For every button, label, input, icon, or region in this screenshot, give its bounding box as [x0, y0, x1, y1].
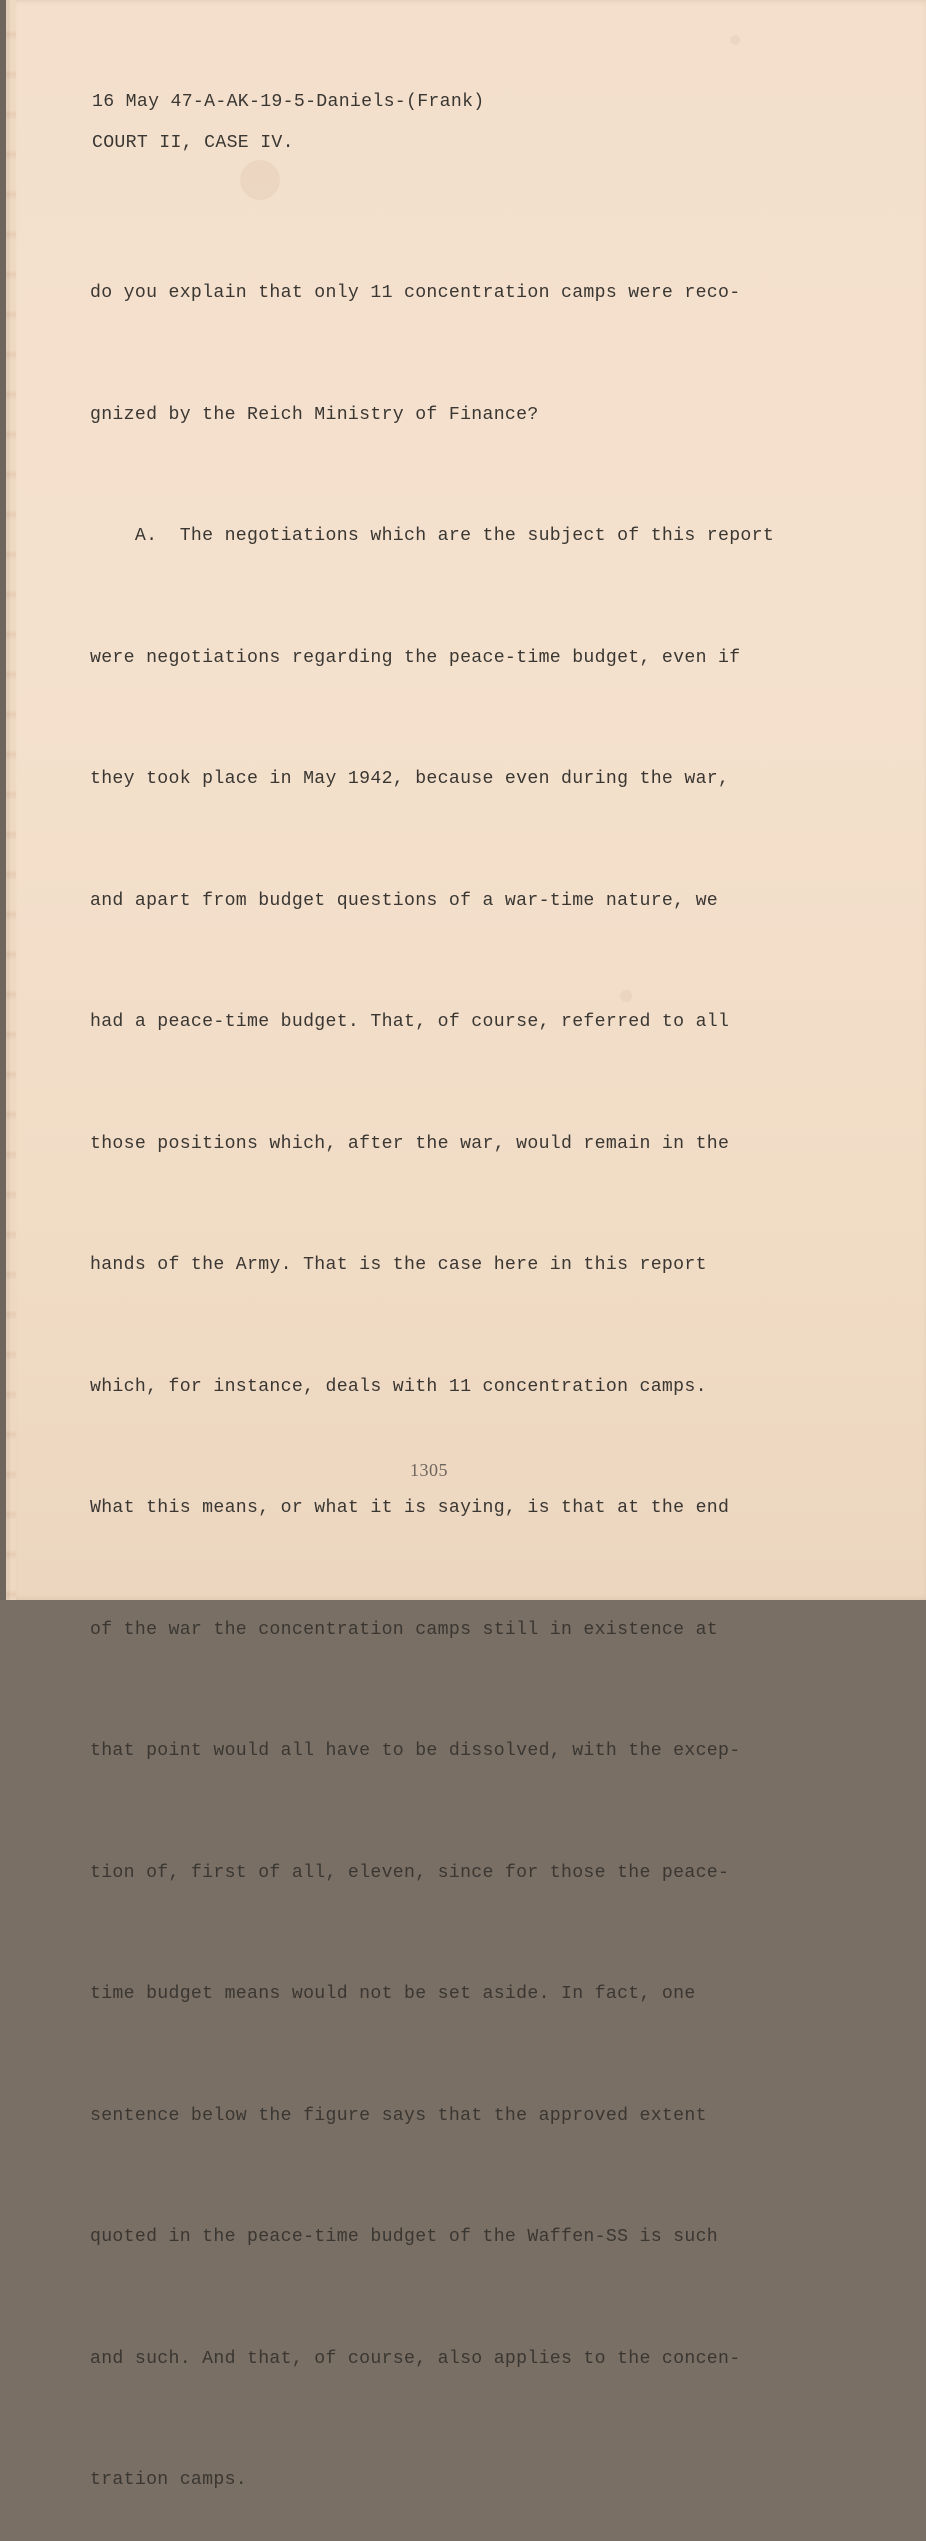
torn-paper-edge — [6, 0, 16, 1600]
body-line: quoted in the peace-time budget of the Waffen-SS is such — [90, 2227, 718, 2247]
body-line: had a peace-time budget. That, of course, referred to all — [90, 1012, 730, 1032]
body-line: and such. And that, of course, also applies to the concen- — [90, 2348, 741, 2369]
body-line: tration camps. — [90, 2470, 247, 2490]
body-line: What this means, or what it is saying, is that at the end — [90, 1498, 730, 1518]
paper-smudge — [730, 35, 740, 45]
body-line: which, for instance, deals with 11 concentration camps. — [90, 1376, 707, 1397]
document-body — [90, 192, 774, 2541]
document-header-reference: 16 May 47-A-AK-19-5-Daniels-(Frank) — [92, 92, 485, 112]
document-header-court: COURT II, CASE IV. — [92, 133, 294, 153]
body-line: and apart from budget questions of a war-time nature, we — [90, 890, 718, 911]
body-line: those positions which, after the war, would remain in the — [90, 1133, 730, 1154]
body-line: hands of the Army. That is the case here in this report — [90, 1255, 707, 1275]
body-line: sentence below the figure says that the approved extent — [90, 2105, 707, 2126]
body-line: gnized by the Reich Ministry of Finance? — [90, 404, 539, 425]
body-line: A. The negotiations which are the subject of this report — [90, 526, 775, 546]
body-line: they took place in May 1942, because even during the war, — [90, 769, 730, 789]
body-line: that point would all have to be dissolved, with the excep- — [90, 1741, 741, 1761]
body-line: of the war the concentration camps still in existence at — [90, 1619, 718, 1640]
body-line: do you explain that only 11 concentration camps were reco- — [90, 283, 741, 303]
page-number: 1305 — [410, 1460, 448, 1480]
body-line: tion of, first of all, eleven, since for those the peace- — [90, 1862, 730, 1883]
body-line: were negotiations regarding the peace-time budget, even if — [90, 647, 741, 668]
body-line: time budget means would not be set aside. In fact, one — [90, 1984, 696, 2004]
